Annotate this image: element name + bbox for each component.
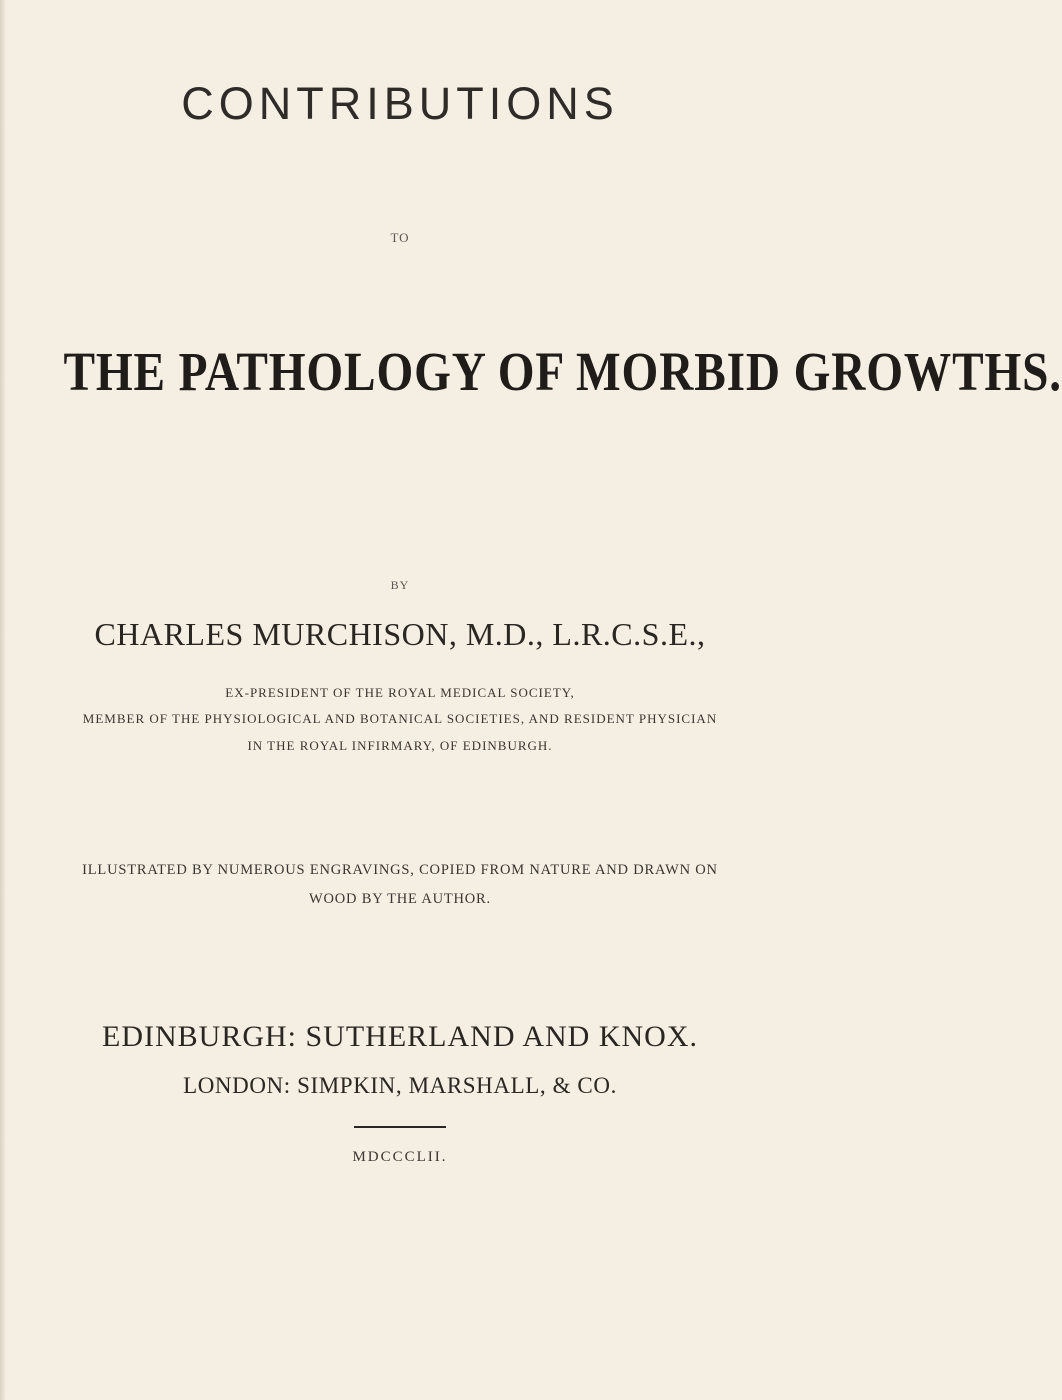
to-label: TO [390,230,410,245]
publication-date: MDCCCLII. [352,1149,448,1165]
illustration-note-line: ILLUSTRATED BY NUMEROUS ENGRAVINGS, COPIED FROM NATURE AND DRAWN ON [82,862,718,878]
edinburgh-publisher: EDINBURGH: SUTHERLAND AND KNOX. [102,1020,698,1053]
london-publisher: LONDON: SIMPKIN, MARSHALL, & CO. [183,1073,617,1098]
heading-contributions: CONTRIBUTIONS [181,78,619,129]
author-credential-line: IN THE ROYAL INFIRMARY, OF EDINBURGH. [247,738,553,753]
by-label: BY [390,578,410,592]
illustration-note-line: WOOD BY THE AUTHOR. [309,891,491,907]
author-credential-line: EX-PRESIDENT OF THE ROYAL MEDICAL SOCIETY, [225,685,575,700]
author-name: CHARLES MURCHISON, M.D., L.R.C.S.E., [94,616,706,652]
author-credential-line: MEMBER OF THE PHYSIOLOGICAL AND BOTANICAL SOCIETIES, AND RESIDENT PHYSICIAN [82,711,718,726]
book-title: THE PATHOLOGY OF MORBID GROWTHS. [63,341,1062,402]
divider-rule [354,1126,446,1128]
